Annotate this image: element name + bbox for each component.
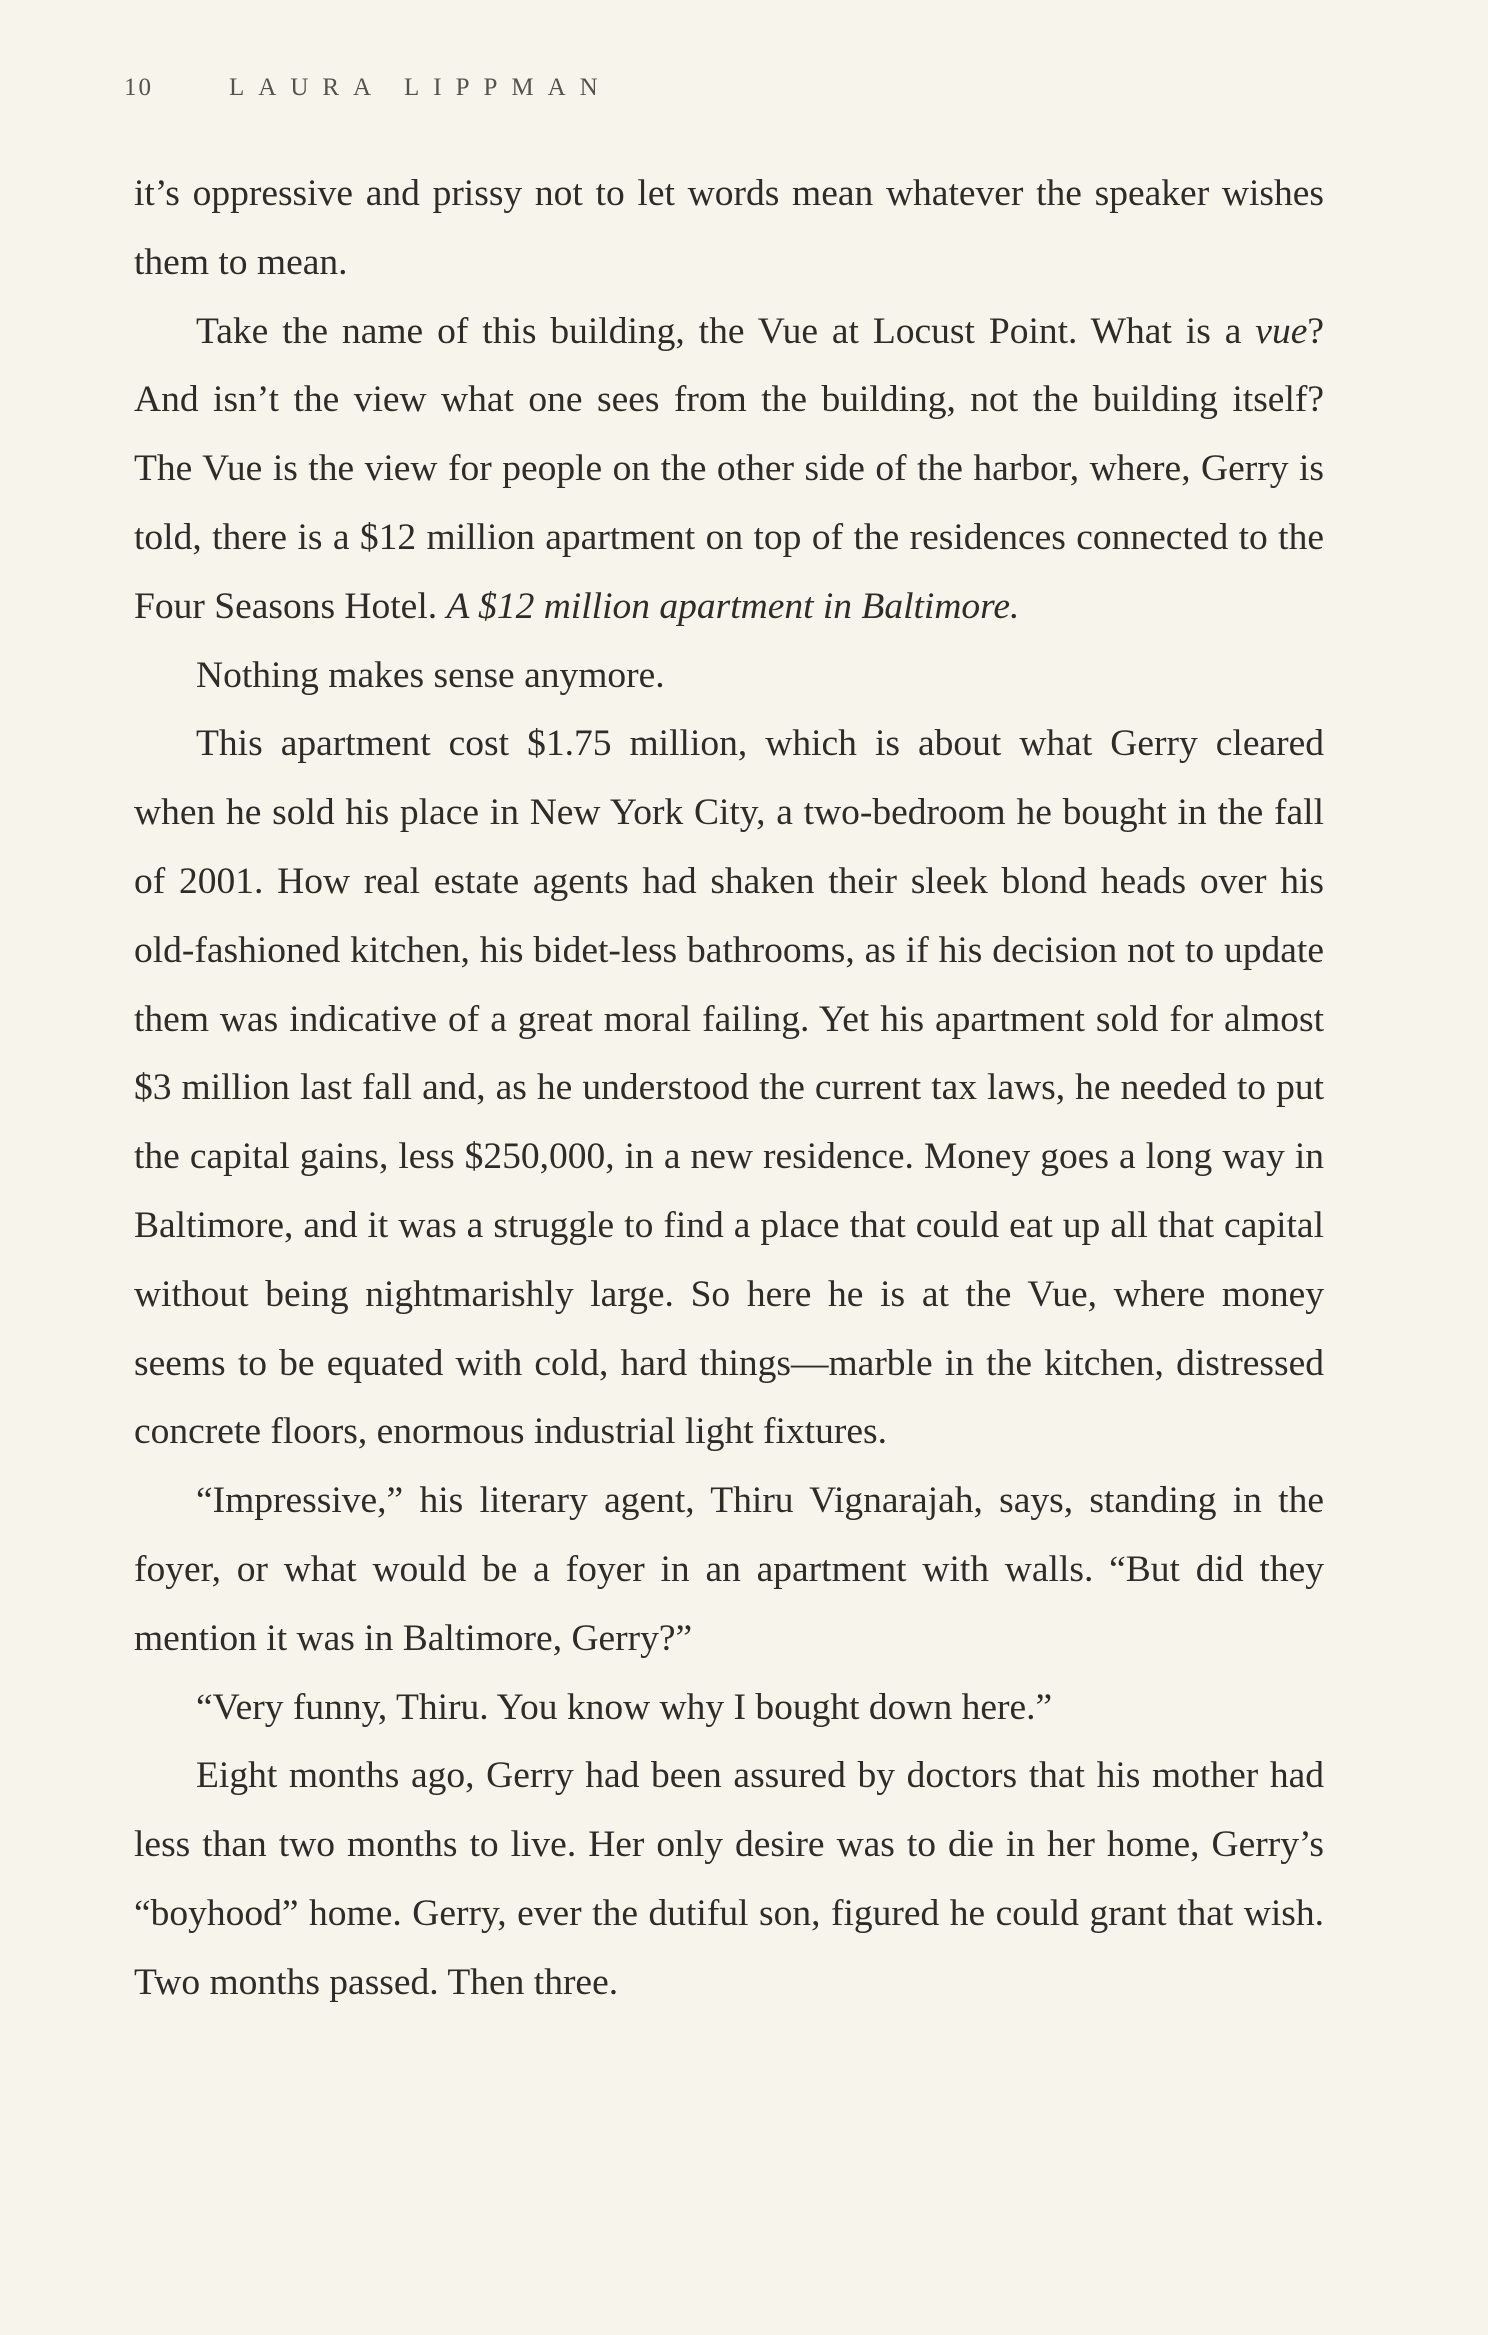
text-run: This apartment cost $1.75 million, which is about what Gerry cleared when he sold his place in New York City, a two-bedroom he bought in the fall of 2001. How real estate agents had shaken their sleek blond heads over his old-fashioned kitchen, his bidet-less bathrooms, as if his decision not to update them was indicative of a great moral failing. Yet his apartment sold for almost $3 million last fall and, as he understood the current tax laws, he needed to put the capital gains, less $250,000, in a new residence. Money goes a long way in Baltimore, and it was a struggle to find a place that could eat up all that capital without being nightmarishly large. So here he is at the Vue, where money seems to be equated with cold, hard things—marble in the kitchen, distressed concrete floors, enormous industrial light fixtures. — [134, 723, 1324, 1453]
text-run: Take the name of this building, the Vue at Locust Point. What is a — [196, 310, 1256, 352]
body-text — [134, 160, 1324, 2018]
text-run: “Very funny, Thiru. You know why I bought down here.” — [196, 1686, 1053, 1728]
paragraph — [134, 298, 1324, 642]
paragraph — [134, 1674, 1324, 1743]
text-run: it’s oppressive and prissy not to let words mean whatever the speaker wishes them to mean. — [134, 173, 1324, 283]
text-run: ? And isn’t the view what one sees from the building, not the building itself? The Vue is the view for people on the other side of the harbor, where, Gerry is told, there is a $12 million apartment on top of the residences connected to the Four Seasons Hotel. — [134, 310, 1324, 627]
paragraph — [134, 642, 1324, 711]
paragraph — [134, 710, 1324, 1467]
paragraph — [134, 160, 1324, 298]
text-run: Nothing makes sense anymore. — [196, 654, 665, 696]
paragraph — [134, 1742, 1324, 2017]
italic-run: A $12 million apartment in Baltimore. — [446, 585, 1020, 627]
page-number: 10 — [124, 74, 153, 101]
text-run: Eight months ago, Gerry had been assured by doctors that his mother had less than two months to live. Her only desire was to die in her home, Gerry’s “boyhood” home. Gerry, ever the dutiful son, figured he could grant that wish. Two months passed. Then three. — [134, 1755, 1324, 2003]
italic-run: vue — [1255, 310, 1308, 352]
author-name: LAURA LIPPMAN — [229, 74, 612, 101]
running-head — [124, 74, 612, 114]
text-run: “Impressive,” his literary agent, Thiru Vignarajah, says, standing in the foyer, or what would be a foyer in an apartment with walls. “But did they mention it was in Baltimore, Gerry?” — [134, 1480, 1324, 1659]
paragraph — [134, 1467, 1324, 1673]
